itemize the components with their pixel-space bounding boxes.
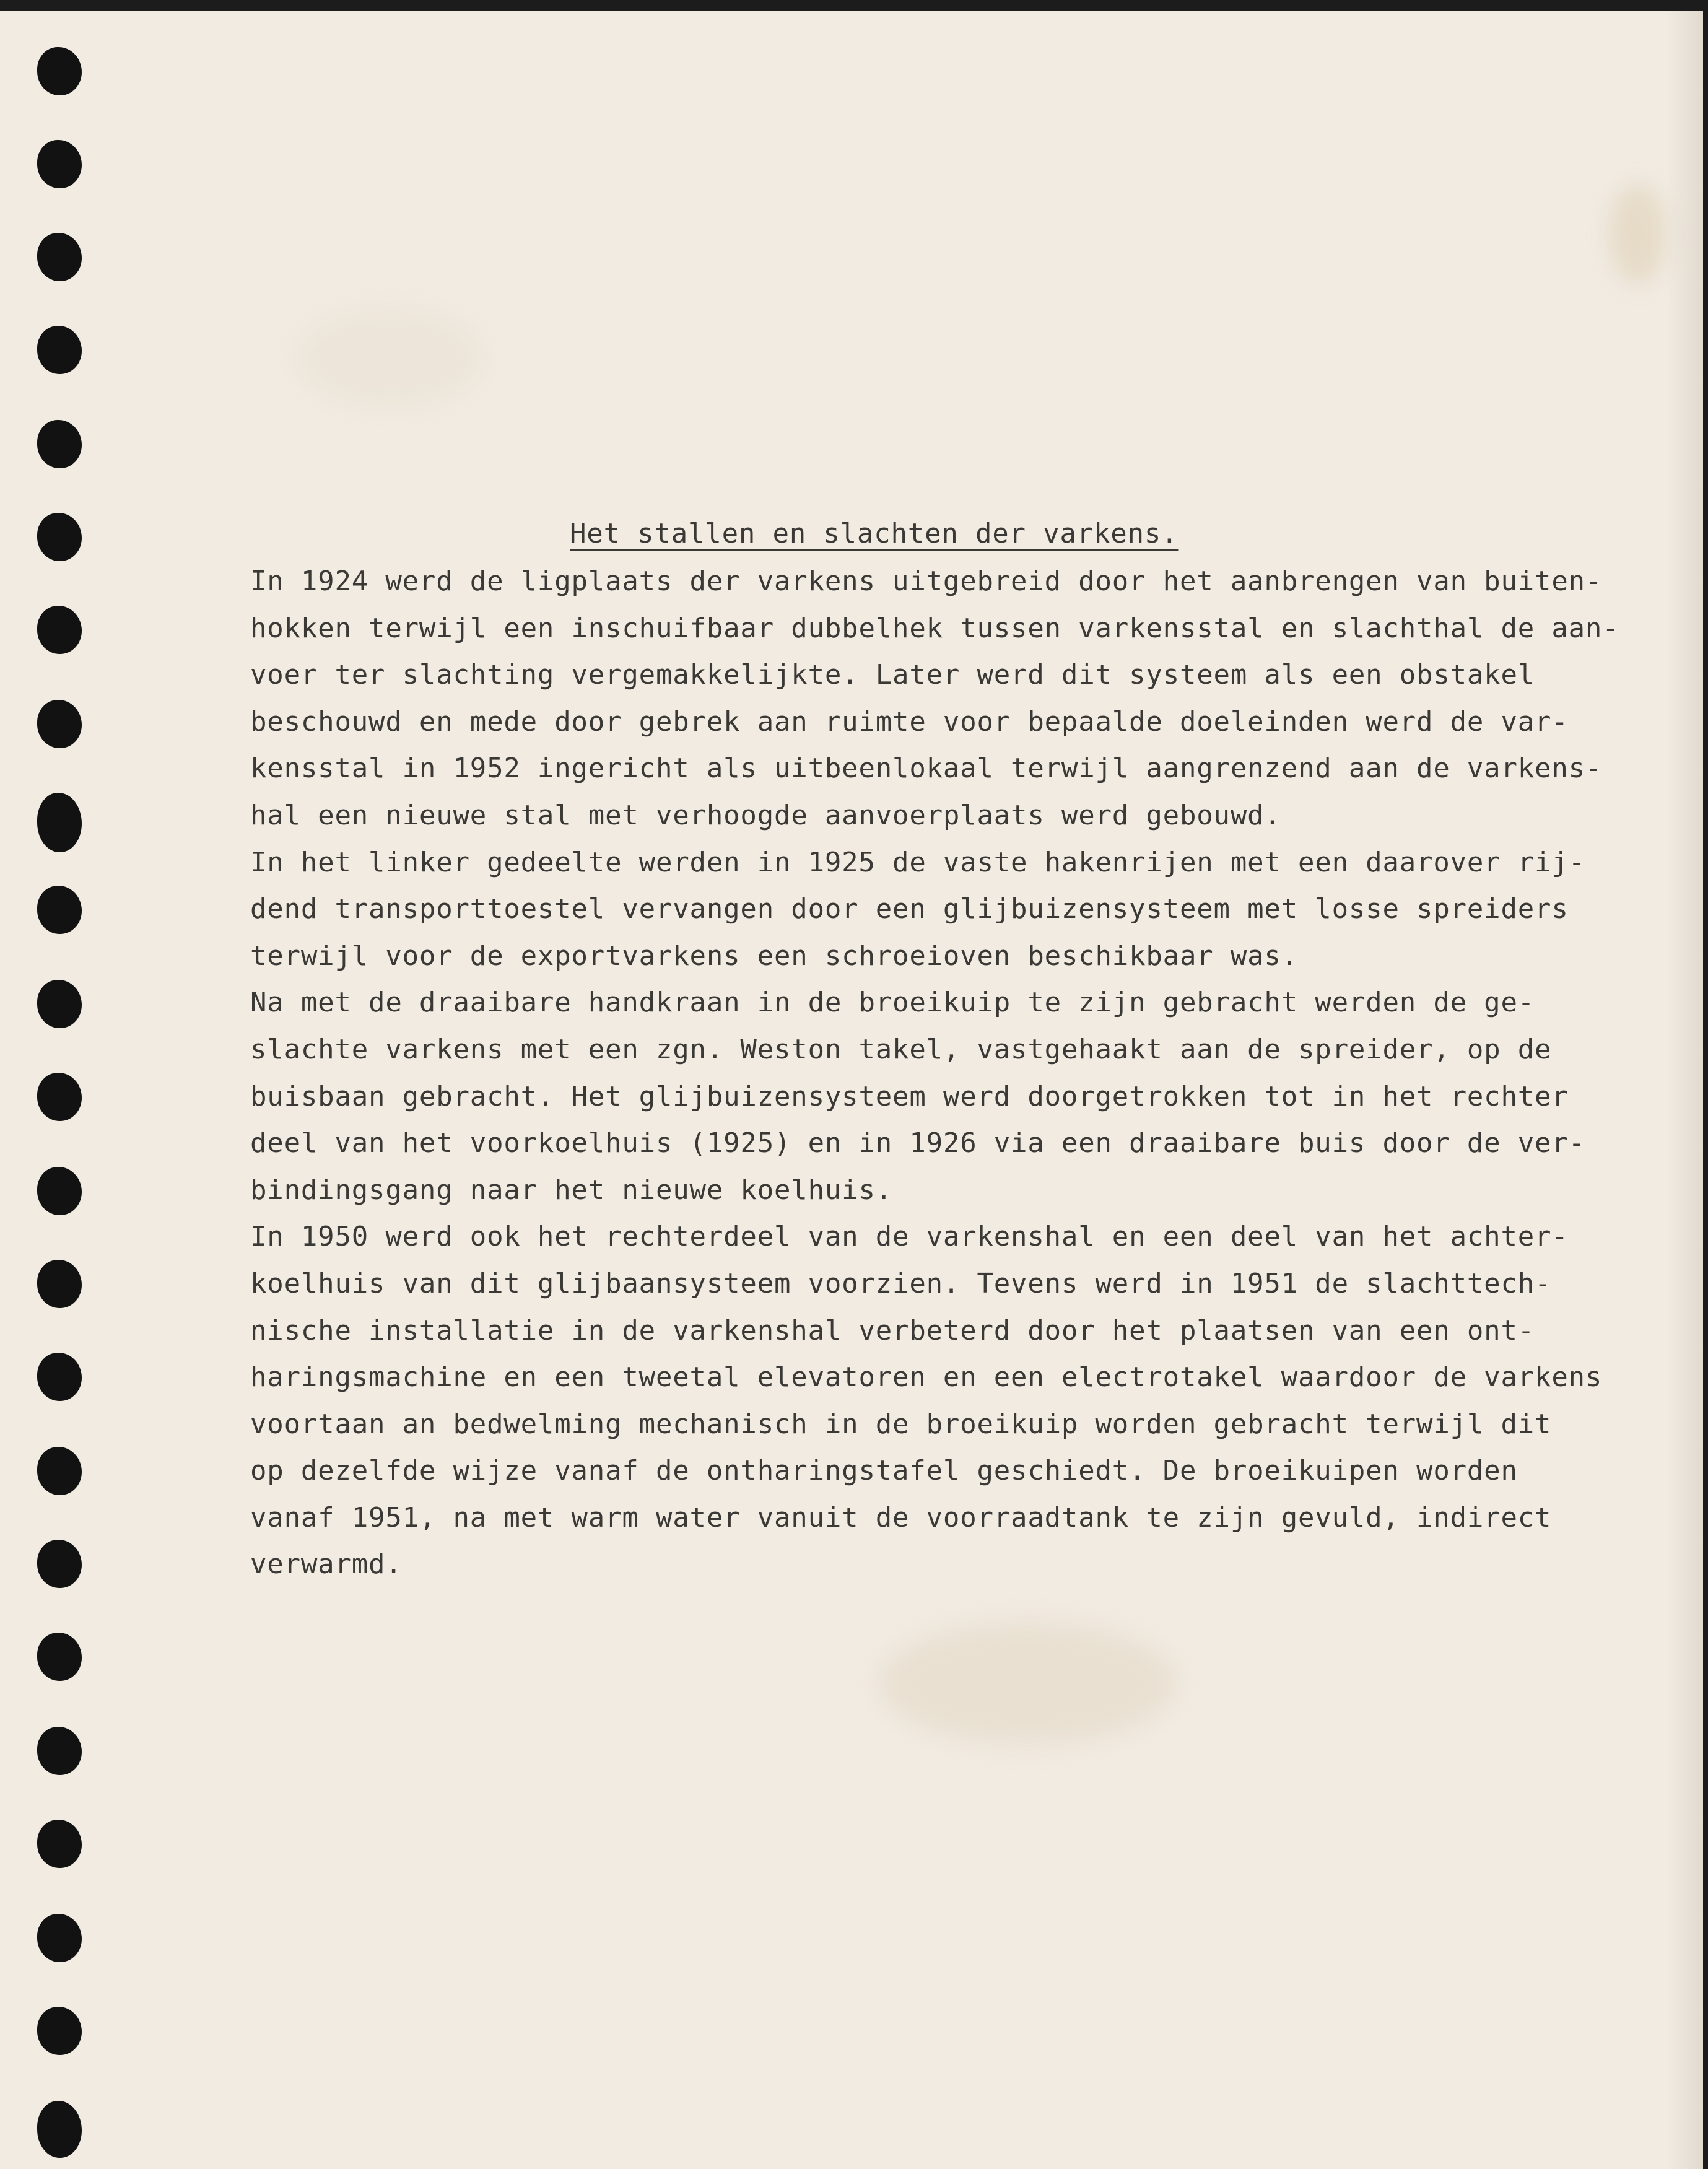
text-line: dend transporttoestel vervangen door een glijbuizensysteem met losse spreiders (250, 893, 1569, 925)
text-line: vanaf 1951, na met warm water vanuit de voorraadtank te zijn gevuld, indirect (250, 1501, 1552, 1534)
text-line: hokken terwijl een inschuifbaar dubbelhek tussen varkensstal en slachthal de aan- (250, 612, 1619, 644)
punch-hole (37, 1260, 82, 1308)
text-line: slachte varkens met een zgn. Weston takel, vastgehaakt aan de spreider, op de (250, 1033, 1552, 1065)
text-line: kensstal in 1952 ingericht als uitbeenlokaal terwijl aangrenzend aan de varkens- (250, 753, 1603, 785)
text-line: voortaan an bedwelming mechanisch in de broeikuip worden gebracht terwijl dit (250, 1408, 1552, 1440)
punch-hole (37, 1820, 82, 1868)
text-line: bindingsgang naar het nieuwe koelhuis. (250, 1174, 893, 1206)
page-edge-shadow (1666, 11, 1703, 2169)
punch-hole (37, 1167, 82, 1215)
text-line: haringsmachine en een tweetal elevatoren en een electrotakel waardoor de varkens (250, 1361, 1603, 1394)
text-line: op dezelfde wijze vanaf de ontharingstafel geschiedt. De broeikuipen worden (250, 1455, 1518, 1487)
punch-hole (37, 47, 82, 95)
punch-hole (37, 513, 82, 561)
punch-hole (37, 1633, 82, 1681)
punch-hole (37, 420, 82, 468)
text-line: nische installatie in de varkenshal verbeterd door het plaatsen van een ont- (250, 1314, 1535, 1346)
punch-hole (37, 1447, 82, 1495)
document-content (250, 510, 1637, 1588)
text-line: Na met de draaibare handkraan in de broeikuip te zijn gebracht werden de ge- (250, 987, 1535, 1019)
text-line: voer ter slachting vergemakkelijkte. Later werd dit systeem als een obstakel (250, 659, 1535, 691)
punch-hole (37, 326, 82, 374)
text-line: In 1950 werd ook het rechterdeel van de varkenshal en een deel van het achter- (250, 1221, 1569, 1253)
punch-hole (37, 700, 82, 748)
punch-hole (37, 793, 82, 852)
punch-hole (37, 1540, 82, 1588)
punch-hole (37, 2101, 82, 2158)
punch-hole (37, 2007, 82, 2055)
text-line: deel van het voorkoelhuis (1925) en in 1926 via een draaibare buis door de ver- (250, 1127, 1585, 1159)
text-line: beschouwd en mede door gebrek aan ruimte voor bepaalde doeleinden werd de var- (250, 705, 1569, 738)
paper-stain (879, 1621, 1177, 1745)
paper-stain (1610, 185, 1666, 284)
paper-stain (297, 308, 483, 408)
text-line: koelhuis van dit glijbaansysteem voorzien. Tevens werd in 1951 de slachttech- (250, 1267, 1552, 1299)
text-line: In het linker gedeelte werden in 1925 de vaste hakenrijen met een daarover rij- (250, 846, 1585, 878)
document-page (0, 11, 1703, 2169)
punch-holes-strip (37, 36, 87, 2167)
punch-hole (37, 606, 82, 654)
text-line: hal een nieuwe stal met verhoogde aanvoerplaats werd gebouwd. (250, 799, 1281, 831)
punch-hole (37, 1353, 82, 1401)
text-line: buisbaan gebracht. Het glijbuizensysteem werd doorgetrokken tot in het rechter (250, 1080, 1569, 1112)
document-title: Het stallen en slachten der varkens. (570, 518, 1179, 549)
text-line: terwijl voor de exportvarkens een schroeioven beschikbaar was. (250, 940, 1298, 972)
text-line: In 1924 werd de ligplaats der varkens uitgebreid door het aanbrengen van buiten- (250, 565, 1603, 597)
punch-hole (37, 1914, 82, 1962)
text-line: verwarmd. (250, 1548, 403, 1581)
punch-hole (37, 140, 82, 188)
punch-hole (37, 980, 82, 1028)
punch-hole (37, 233, 82, 281)
punch-hole (37, 1727, 82, 1775)
punch-hole (37, 886, 82, 934)
punch-hole (37, 1073, 82, 1121)
